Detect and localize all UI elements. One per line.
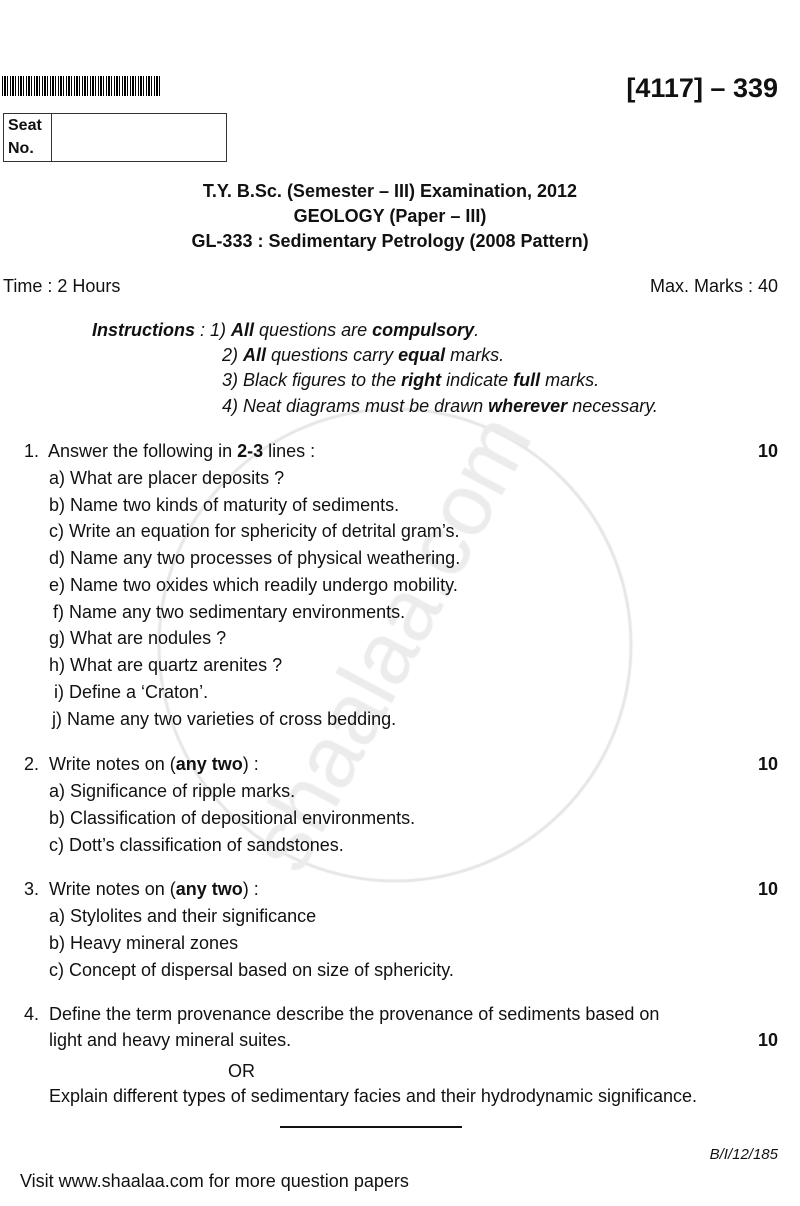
time: Time : 2 Hours: [3, 276, 121, 296]
q2-item: c) Dott’s classification of sandstones.: [49, 835, 344, 855]
footer-code: B/I/12/185: [709, 1146, 778, 1163]
q1-marks: 10: [758, 441, 779, 461]
question-4-line-2: light and heavy mineral suites.: [49, 1030, 292, 1050]
q1-item: e) Name two oxides which readily undergo mobility.: [49, 575, 458, 595]
q1-item: j) Name any two varieties of cross bedding.: [52, 709, 397, 729]
question-2: 2. Write notes on (any two) :: [24, 754, 259, 774]
seat-label-2: No.: [8, 140, 34, 157]
instruction-1: Instructions : 1) All questions are compulsory.: [92, 320, 480, 340]
title-line-3: GL-333 : Sedimentary Petrology (2008 Pattern): [191, 231, 589, 251]
q1-item: b) Name two kinds of maturity of sediments.: [49, 495, 400, 515]
title-line-1: T.Y. B.Sc. (Semester – III) Examination, 2012: [202, 181, 578, 201]
q2-item: a) Significance of ripple marks.: [49, 781, 296, 801]
q1-item: f) Name any two sedimentary environments.: [53, 602, 406, 622]
question-1: 1. Answer the following in 2-3 lines :: [24, 441, 316, 461]
q3-item: a) Stylolites and their significance: [49, 906, 317, 926]
q3-item: b) Heavy mineral zones: [49, 933, 239, 953]
q2-item: b) Classification of depositional environments.: [49, 808, 416, 828]
q3-marks: 10: [758, 879, 779, 899]
instruction-3: 3) Black figures to the right indicate full marks.: [222, 370, 600, 390]
q1-item: c) Write an equation for sphericity of detrital gram’s.: [49, 521, 460, 541]
q1-item: a) What are placer deposits ?: [49, 468, 285, 488]
seat-label-1: Seat: [8, 117, 42, 134]
q3-item: c) Concept of dispersal based on size of sphericity.: [49, 960, 454, 980]
question-4-alternative: Explain different types of sedimentary facies and their hydrodynamic significance.: [49, 1086, 698, 1106]
title-line-2: GEOLOGY (Paper – III): [293, 206, 487, 226]
question-4: 4. Define the term provenance describe the provenance of sediments based on: [24, 1004, 660, 1024]
paper-code: [4117] – 339: [626, 73, 778, 103]
q2-marks: 10: [758, 754, 779, 774]
q1-item: d) Name any two processes of physical weathering.: [49, 548, 461, 568]
seat-number-box: [3, 113, 227, 162]
or-label: OR: [228, 1061, 255, 1081]
instruction-4: 4) Neat diagrams must be drawn wherever necessary.: [222, 396, 658, 416]
q1-item: h) What are quartz arenites ?: [49, 655, 283, 675]
question-3: 3. Write notes on (any two) :: [24, 879, 259, 899]
q4-marks: 10: [758, 1030, 779, 1050]
max-marks: Max. Marks : 40: [649, 276, 778, 296]
seat-label: [4, 114, 52, 161]
instructions-label: Instructions: [92, 320, 196, 340]
end-rule: [280, 1126, 462, 1128]
q1-item: i) Define a ‘Craton’.: [54, 682, 209, 702]
q1-item: g) What are nodules ?: [49, 628, 227, 648]
barcode: [2, 76, 162, 96]
instruction-2: 2) All questions carry equal marks.: [222, 345, 505, 365]
footer-visit-link[interactable]: Visit www.shaalaa.com for more question papers: [20, 1171, 409, 1191]
